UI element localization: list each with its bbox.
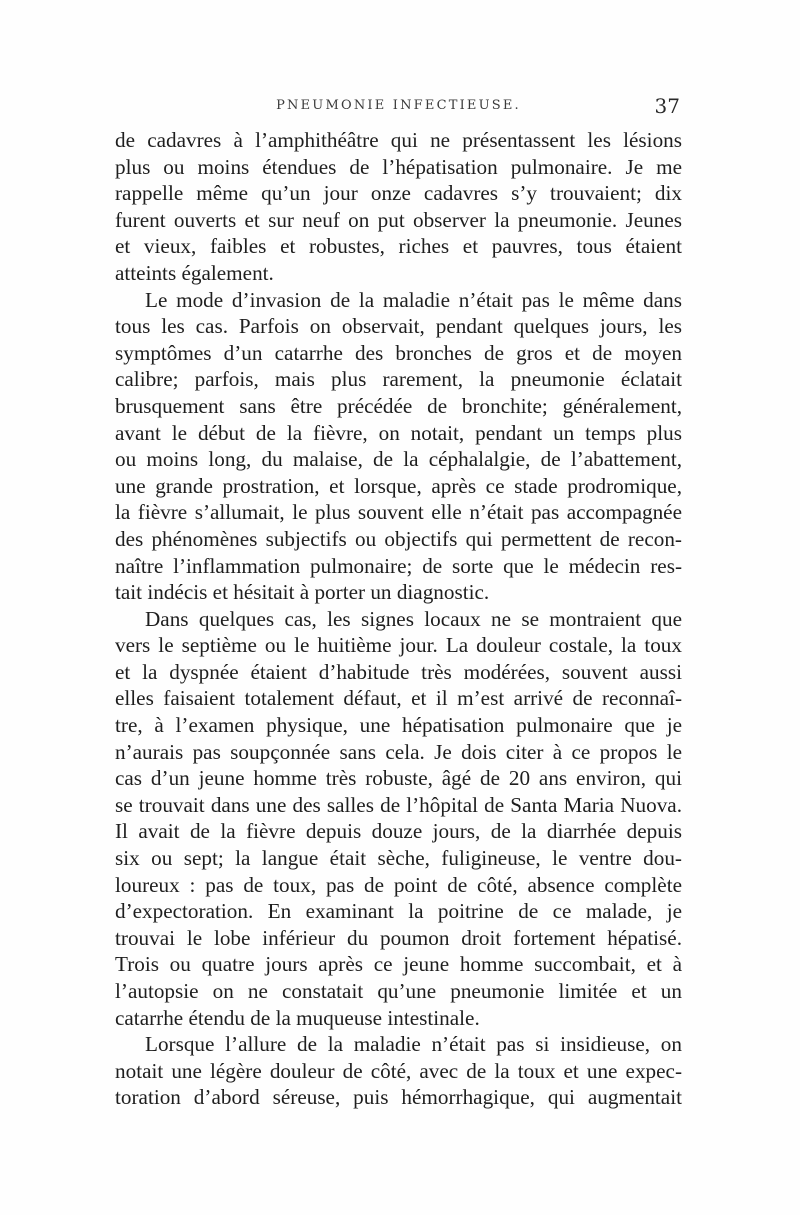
text-line: tait indécis et hésitait à porter un diagnostic. <box>115 580 490 605</box>
text-line: brusquement sans être précédée de bronchite; généralement, <box>115 393 682 418</box>
text-line: d’expectoration. En examinant la poitrine de ce malade, je <box>115 899 682 924</box>
text-line: la fièvre s’allumait, le plus souvent elle n’était pas accompagnée <box>115 500 682 525</box>
text-line: elles faisaient totalement défaut, et il m’est arrivé de reconnaî- <box>115 686 682 711</box>
text-line: Il avait de la fièvre depuis douze jours, de la diarrhée depuis <box>115 819 682 844</box>
text-line: et vieux, faibles et robustes, riches et pauvres, tous étaient <box>115 234 682 259</box>
text-line: tous les cas. Parfois on observait, pendant quelques jours, les <box>115 314 682 339</box>
text-line: de cadavres à l’amphithéâtre qui ne présentassent les lésions <box>115 128 682 152</box>
text-line: symptômes d’un catarrhe des bronches de gros et de moyen <box>115 340 682 365</box>
text-line: vers le septième ou le huitième jour. La douleur costale, la toux <box>115 633 682 658</box>
text-line: n’aurais pas soupçonnée sans cela. Je dois citer à ce propos le <box>115 739 682 764</box>
running-title: PNEUMONIE INFECTIEUSE. <box>276 98 521 113</box>
body-text <box>115 127 682 1111</box>
text-line: loureux : pas de toux, pas de point de côté, absence complète <box>115 872 682 897</box>
text-line: avant le début de la fièvre, on notait, pendant un temps plus <box>115 420 682 445</box>
text-line: tre, à l’examen physique, une hépatisation pulmonaire que je <box>115 713 682 738</box>
paragraph-start-line: Dans quelques cas, les signes locaux ne se montraient que <box>145 606 682 631</box>
text-line: calibre; parfois, mais plus rarement, la pneumonie éclatait <box>115 367 682 392</box>
text-line: furent ouverts et sur neuf on put observer la pneumonie. Jeunes <box>115 207 682 232</box>
page-number: 37 <box>654 94 680 118</box>
text-line: catarrhe étendu de la muqueuse intestinale. <box>115 1005 480 1030</box>
text-line: se trouvait dans une des salles de l’hôpital de Santa Maria Nuova. <box>115 792 682 817</box>
text-line: une grande prostration, et lorsque, après ce stade prodromique, <box>115 473 682 498</box>
text-line: cas d’un jeune homme très robuste, âgé de 20 ans environ, qui <box>115 766 682 791</box>
text-line: naître l’inflammation pulmonaire; de sorte que le médecin res- <box>115 553 682 578</box>
paragraph-start-line: Lorsque l’allure de la maladie n’était pas si insidieuse, on <box>145 1032 682 1057</box>
text-line: atteints également. <box>115 260 274 285</box>
text-line: toration d’abord séreuse, puis hémorrhagique, qui augmentait <box>115 1085 682 1110</box>
text-line: et la dyspnée étaient d’habitude très modérées, souvent aussi <box>115 659 682 684</box>
text-line: notait une légère douleur de côté, avec de la toux et une expec- <box>115 1058 682 1083</box>
text-line: trouvai le lobe inférieur du poumon droit fortement hépatisé. <box>115 925 682 950</box>
text-line: des phénomènes subjectifs ou objectifs qui permettent de recon- <box>115 526 682 551</box>
text-line: ou moins long, du malaise, de la céphalalgie, de l’abattement, <box>115 447 682 472</box>
text-line: Trois ou quatre jours après ce jeune homme succombait, et à <box>115 952 682 977</box>
text-line: plus ou moins étendues de l’hépatisation pulmonaire. Je me <box>115 154 682 179</box>
text-line: l’autopsie on ne constatait qu’une pneumonie limitée et un <box>115 979 682 1003</box>
text-line: six ou sept; la langue était sèche, fuligineuse, le ventre dou- <box>115 846 682 871</box>
page-header <box>115 94 682 120</box>
paragraph-start-line: Le mode d’invasion de la maladie n’était pas le même dans <box>145 287 682 312</box>
text-line: rappelle même qu’un jour onze cadavres s’y trouvaient; dix <box>115 181 682 206</box>
